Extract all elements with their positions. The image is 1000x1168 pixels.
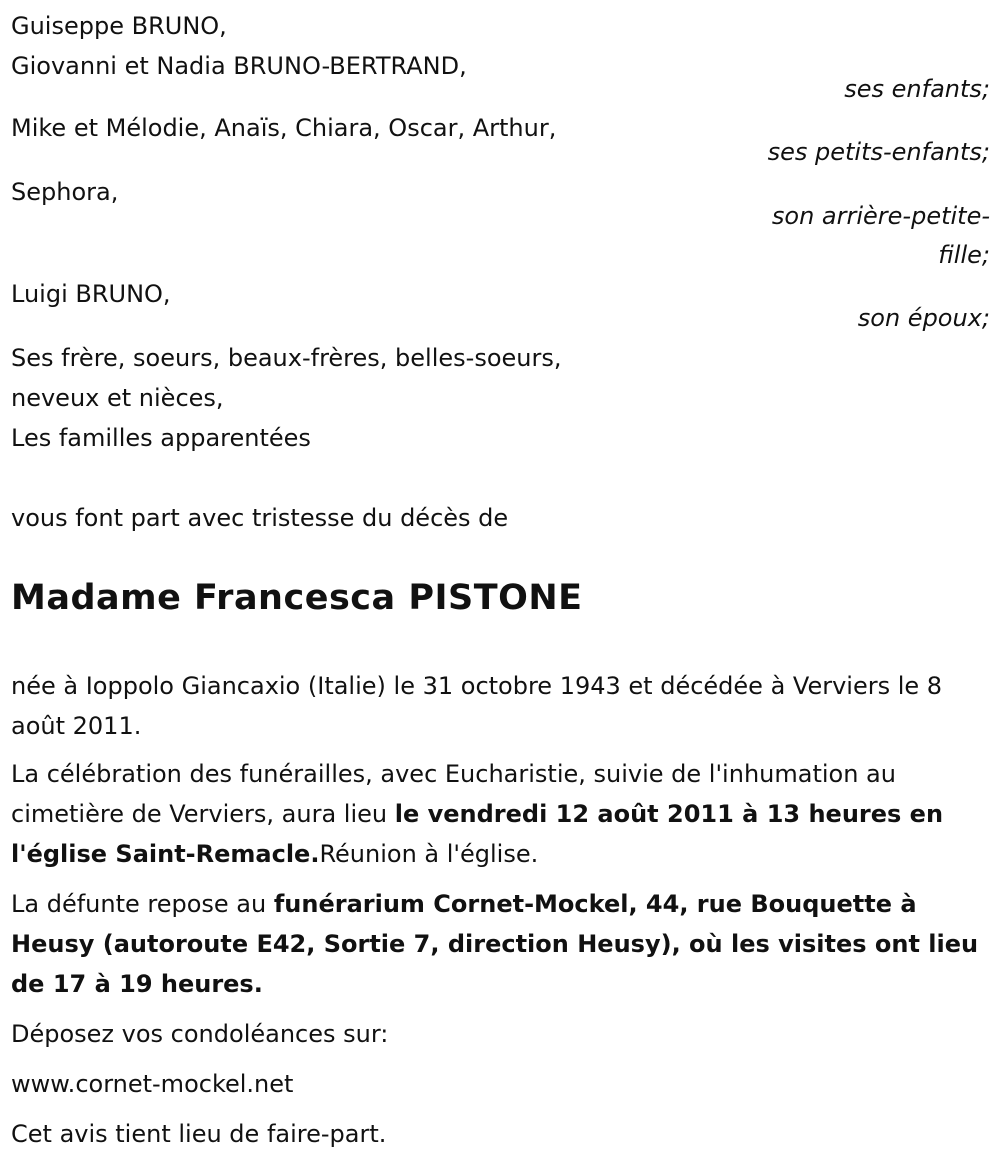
website-link[interactable]: www.cornet-mockel.net [11, 1070, 294, 1098]
siblings-line-1: Ses frère, soeurs, beaux-frères, belles-soeurs, [11, 344, 562, 372]
ceremony-intro: La célébration des funérailles, avec Eucharistie, suivie de l'inhumation au cimetière de Verviers, aura lieu [11, 760, 896, 828]
children-name-line-2: Giovanni et Nadia BRUNO-BERTRAND, [11, 52, 467, 80]
spouse-name: Luigi BRUNO, [11, 280, 171, 308]
siblings-line-3: Les familles apparentées [11, 424, 311, 452]
repose-paragraph [11, 884, 991, 1004]
closing-text: Cet avis tient lieu de faire-part. [11, 1120, 387, 1148]
deceased-name: Madame Francesca PISTONE [11, 578, 583, 618]
children-role: ses enfants; [844, 75, 990, 103]
ceremony-date-place: le vendredi 12 août 2011 à 13 heures en l'église Saint-Remacle. [11, 800, 944, 868]
condolences-label: Déposez vos condoléances sur: [11, 1020, 389, 1048]
repose-location: funérarium Cornet-Mockel, 44, rue Bouquette à Heusy (autoroute E42, Sortie 7, direction Heusy), où les visites ont lieu de 17 à 19 heures. [11, 890, 979, 998]
grandchildren-names: Mike et Mélodie, Anaïs, Chiara, Oscar, Arthur, [11, 114, 557, 142]
birth-death-paragraph: née à Ioppolo Giancaxio (Italie) le 31 octobre 1943 et décédée à Verviers le 8 août 2011. [11, 672, 943, 740]
repose-intro: La défunte repose au [11, 890, 274, 918]
grandchildren-role: ses petits-enfants; [767, 138, 990, 166]
ceremony-paragraph [11, 754, 991, 874]
great-granddaughter-role-line-2: fille; [938, 241, 990, 269]
siblings-line-2: neveux et nièces, [11, 384, 224, 412]
great-granddaughter-name: Sephora, [11, 178, 119, 206]
announcement-text: vous font part avec tristesse du décès de [11, 504, 509, 532]
spouse-role: son époux; [857, 304, 990, 332]
ceremony-after: Réunion à l'église. [319, 840, 539, 868]
great-granddaughter-role-line-1: son arrière-petite- [771, 202, 990, 230]
children-name-line-1: Guiseppe BRUNO, [11, 12, 227, 40]
